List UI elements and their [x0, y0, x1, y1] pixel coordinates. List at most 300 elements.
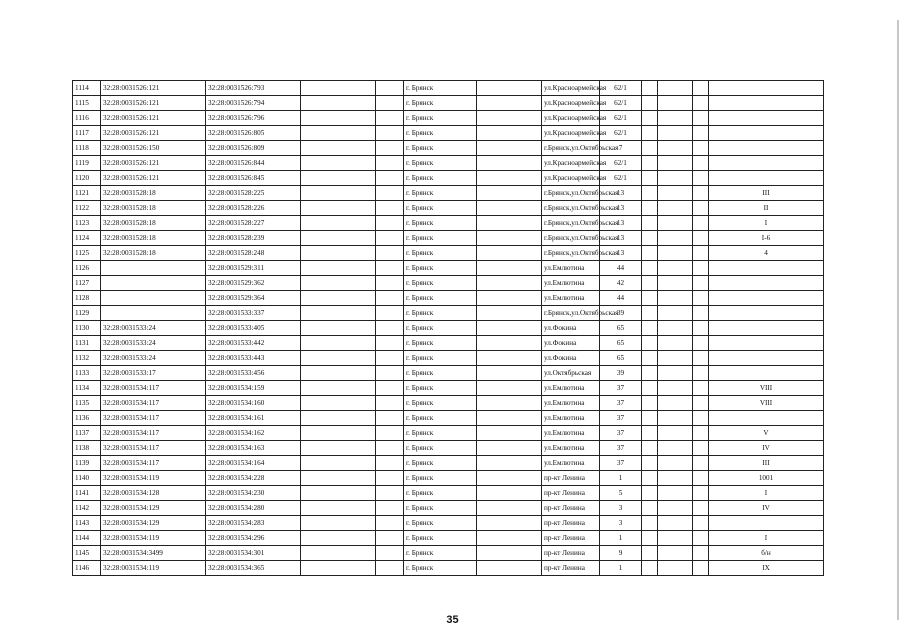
house-cell: 65	[600, 321, 642, 336]
apartment-cell: IV	[709, 501, 824, 516]
empty-cell	[376, 531, 404, 546]
empty-cell	[658, 516, 693, 531]
row-number-cell: 1133	[73, 366, 101, 381]
empty-cell	[376, 546, 404, 561]
empty-cell	[658, 321, 693, 336]
empty-cell	[376, 396, 404, 411]
apartment-cell	[709, 306, 824, 321]
empty-cell	[642, 471, 658, 486]
empty-cell	[376, 201, 404, 216]
empty-cell	[642, 426, 658, 441]
empty-cell	[658, 111, 693, 126]
table-row	[73, 486, 824, 501]
empty-cell	[693, 546, 709, 561]
empty-cell	[642, 276, 658, 291]
empty-cell	[376, 261, 404, 276]
registry-table-container	[72, 80, 824, 576]
empty-cell	[693, 366, 709, 381]
house-cell: 1	[600, 531, 642, 546]
empty-cell	[301, 501, 376, 516]
row-number-cell: 1124	[73, 231, 101, 246]
empty-cell	[477, 441, 542, 456]
city-cell: г. Брянск	[404, 531, 477, 546]
city-cell: г. Брянск	[404, 156, 477, 171]
city-cell: г. Брянск	[404, 201, 477, 216]
empty-cell	[658, 561, 693, 576]
street-cell: ул.Фокина	[542, 351, 600, 366]
table-row	[73, 396, 824, 411]
street-cell: ул.Красноармейская	[542, 171, 600, 186]
empty-cell	[658, 276, 693, 291]
table-row	[73, 366, 824, 381]
empty-cell	[693, 276, 709, 291]
apartment-cell	[709, 261, 824, 276]
cadastral-number-cell: 32:28:0031529:364	[206, 291, 301, 306]
street-cell: ул.Фокина	[542, 321, 600, 336]
block-number-cell: 32:28:0031526:121	[101, 111, 206, 126]
cadastral-number-cell: 32:28:0031534:163	[206, 441, 301, 456]
empty-cell	[477, 411, 542, 426]
cadastral-number-cell: 32:28:0031526:845	[206, 171, 301, 186]
street-cell: ул.Емлютина	[542, 426, 600, 441]
apartment-cell: I	[709, 486, 824, 501]
row-number-cell: 1122	[73, 201, 101, 216]
block-number-cell: 32:28:0031528:18	[101, 216, 206, 231]
city-cell: г. Брянск	[404, 261, 477, 276]
city-cell: г. Брянск	[404, 396, 477, 411]
block-number-cell	[101, 276, 206, 291]
table-row	[73, 441, 824, 456]
empty-cell	[301, 516, 376, 531]
cadastral-number-cell: 32:28:0031534:164	[206, 456, 301, 471]
empty-cell	[658, 306, 693, 321]
cadastral-number-cell: 32:28:0031534:296	[206, 531, 301, 546]
empty-cell	[693, 171, 709, 186]
empty-cell	[693, 126, 709, 141]
row-number-cell: 1131	[73, 336, 101, 351]
city-cell: г. Брянск	[404, 141, 477, 156]
city-cell: г. Брянск	[404, 111, 477, 126]
table-row	[73, 546, 824, 561]
empty-cell	[376, 276, 404, 291]
empty-cell	[376, 411, 404, 426]
apartment-cell	[709, 156, 824, 171]
street-cell: г.Брянск,ул.Октябрьская	[542, 186, 600, 201]
table-row	[73, 561, 824, 576]
empty-cell	[658, 501, 693, 516]
house-cell: 37	[600, 411, 642, 426]
empty-cell	[693, 561, 709, 576]
cadastral-number-cell: 32:28:0031526:844	[206, 156, 301, 171]
house-cell: 62/1	[600, 126, 642, 141]
house-cell: 1	[600, 471, 642, 486]
empty-cell	[658, 156, 693, 171]
empty-cell	[376, 366, 404, 381]
table-row	[73, 336, 824, 351]
empty-cell	[658, 291, 693, 306]
city-cell: г. Брянск	[404, 501, 477, 516]
city-cell: г. Брянск	[404, 246, 477, 261]
empty-cell	[693, 246, 709, 261]
street-cell: г.Брянск,ул.Октябрьская	[542, 216, 600, 231]
table-row	[73, 351, 824, 366]
block-number-cell: 32:28:0031528:18	[101, 186, 206, 201]
street-cell: пр-кт Ленина	[542, 501, 600, 516]
empty-cell	[658, 171, 693, 186]
row-number-cell: 1146	[73, 561, 101, 576]
empty-cell	[477, 456, 542, 471]
empty-cell	[658, 201, 693, 216]
street-cell: ул.Емлютина	[542, 276, 600, 291]
apartment-cell: 1001	[709, 471, 824, 486]
empty-cell	[301, 171, 376, 186]
empty-cell	[693, 186, 709, 201]
empty-cell	[477, 171, 542, 186]
row-number-cell: 1134	[73, 381, 101, 396]
apartment-cell: б/н	[709, 546, 824, 561]
street-cell: пр-кт Ленина	[542, 561, 600, 576]
empty-cell	[658, 336, 693, 351]
block-number-cell: 32:28:0031526:121	[101, 171, 206, 186]
city-cell: г. Брянск	[404, 441, 477, 456]
empty-cell	[477, 246, 542, 261]
city-cell: г. Брянск	[404, 171, 477, 186]
empty-cell	[693, 351, 709, 366]
block-number-cell: 32:28:0031534:117	[101, 396, 206, 411]
empty-cell	[376, 456, 404, 471]
street-cell: ул.Красноармейская	[542, 96, 600, 111]
cadastral-number-cell: 32:28:0031526:793	[206, 81, 301, 96]
empty-cell	[477, 546, 542, 561]
cadastral-number-cell: 32:28:0031534:162	[206, 426, 301, 441]
empty-cell	[642, 81, 658, 96]
block-number-cell: 32:28:0031526:121	[101, 96, 206, 111]
empty-cell	[301, 201, 376, 216]
apartment-cell	[709, 291, 824, 306]
empty-cell	[477, 426, 542, 441]
table-row	[73, 426, 824, 441]
empty-cell	[301, 546, 376, 561]
city-cell: г. Брянск	[404, 546, 477, 561]
street-cell: ул.Емлютина	[542, 456, 600, 471]
row-number-cell: 1139	[73, 456, 101, 471]
empty-cell	[301, 336, 376, 351]
cadastral-number-cell: 32:28:0031534:160	[206, 396, 301, 411]
row-number-cell: 1125	[73, 246, 101, 261]
apartment-cell	[709, 336, 824, 351]
empty-cell	[477, 486, 542, 501]
city-cell: г. Брянск	[404, 366, 477, 381]
cadastral-number-cell: 32:28:0031528:226	[206, 201, 301, 216]
empty-cell	[301, 186, 376, 201]
apartment-cell: IX	[709, 561, 824, 576]
empty-cell	[658, 261, 693, 276]
apartment-cell	[709, 141, 824, 156]
empty-cell	[301, 156, 376, 171]
empty-cell	[376, 186, 404, 201]
empty-cell	[376, 321, 404, 336]
empty-cell	[693, 501, 709, 516]
empty-cell	[642, 366, 658, 381]
empty-cell	[477, 276, 542, 291]
empty-cell	[642, 306, 658, 321]
empty-cell	[376, 501, 404, 516]
page-number: 35	[446, 614, 459, 626]
block-number-cell: 32:28:0031534:129	[101, 516, 206, 531]
empty-cell	[477, 306, 542, 321]
empty-cell	[693, 531, 709, 546]
cadastral-number-cell: 32:28:0031529:362	[206, 276, 301, 291]
house-cell: 39	[600, 366, 642, 381]
apartment-cell: VIII	[709, 381, 824, 396]
city-cell: г. Брянск	[404, 126, 477, 141]
empty-cell	[477, 126, 542, 141]
row-number-cell: 1136	[73, 411, 101, 426]
empty-cell	[477, 111, 542, 126]
empty-cell	[693, 381, 709, 396]
street-cell: ул.Емлютина	[542, 291, 600, 306]
table-row	[73, 201, 824, 216]
empty-cell	[693, 216, 709, 231]
block-number-cell: 32:28:0031526:121	[101, 81, 206, 96]
empty-cell	[376, 351, 404, 366]
empty-cell	[693, 471, 709, 486]
empty-cell	[642, 336, 658, 351]
empty-cell	[301, 471, 376, 486]
empty-cell	[301, 531, 376, 546]
block-number-cell: 32:28:0031534:129	[101, 501, 206, 516]
apartment-cell	[709, 171, 824, 186]
table-row	[73, 216, 824, 231]
empty-cell	[693, 516, 709, 531]
house-cell: 7	[600, 141, 642, 156]
empty-cell	[477, 81, 542, 96]
empty-cell	[477, 351, 542, 366]
block-number-cell: 32:28:0031534:119	[101, 561, 206, 576]
cadastral-number-cell: 32:28:0031528:239	[206, 231, 301, 246]
empty-cell	[301, 456, 376, 471]
row-number-cell: 1145	[73, 546, 101, 561]
empty-cell	[642, 141, 658, 156]
block-number-cell	[101, 306, 206, 321]
row-number-cell: 1115	[73, 96, 101, 111]
cadastral-number-cell: 32:28:0031534:161	[206, 411, 301, 426]
registry-table-body	[73, 81, 824, 576]
empty-cell	[477, 561, 542, 576]
empty-cell	[658, 216, 693, 231]
empty-cell	[642, 186, 658, 201]
empty-cell	[376, 516, 404, 531]
empty-cell	[301, 306, 376, 321]
empty-cell	[658, 186, 693, 201]
empty-cell	[301, 351, 376, 366]
block-number-cell	[101, 291, 206, 306]
row-number-cell: 1123	[73, 216, 101, 231]
empty-cell	[693, 156, 709, 171]
empty-cell	[642, 411, 658, 426]
block-number-cell: 32:28:0031526:121	[101, 126, 206, 141]
row-number-cell: 1117	[73, 126, 101, 141]
empty-cell	[658, 366, 693, 381]
city-cell: г. Брянск	[404, 336, 477, 351]
house-cell: 37	[600, 426, 642, 441]
empty-cell	[477, 96, 542, 111]
table-row	[73, 171, 824, 186]
empty-cell	[642, 396, 658, 411]
empty-cell	[376, 561, 404, 576]
empty-cell	[658, 546, 693, 561]
empty-cell	[301, 81, 376, 96]
row-number-cell: 1128	[73, 291, 101, 306]
empty-cell	[301, 261, 376, 276]
empty-cell	[658, 411, 693, 426]
empty-cell	[658, 486, 693, 501]
empty-cell	[658, 381, 693, 396]
empty-cell	[477, 261, 542, 276]
cadastral-number-cell: 32:28:0031534:301	[206, 546, 301, 561]
table-row	[73, 246, 824, 261]
house-cell: 37	[600, 381, 642, 396]
city-cell: г. Брянск	[404, 426, 477, 441]
row-number-cell: 1116	[73, 111, 101, 126]
empty-cell	[693, 111, 709, 126]
empty-cell	[376, 231, 404, 246]
empty-cell	[477, 201, 542, 216]
row-number-cell: 1141	[73, 486, 101, 501]
scan-edge-line	[897, 20, 899, 620]
empty-cell	[376, 246, 404, 261]
street-cell: г.Брянск,ул.Октябрьская	[542, 246, 600, 261]
cadastral-number-cell: 32:28:0031528:248	[206, 246, 301, 261]
city-cell: г. Брянск	[404, 276, 477, 291]
street-cell: ул.Фокина	[542, 336, 600, 351]
row-number-cell: 1132	[73, 351, 101, 366]
empty-cell	[301, 111, 376, 126]
empty-cell	[642, 381, 658, 396]
empty-cell	[693, 396, 709, 411]
empty-cell	[301, 231, 376, 246]
table-row	[73, 321, 824, 336]
row-number-cell: 1135	[73, 396, 101, 411]
empty-cell	[477, 141, 542, 156]
apartment-cell	[709, 411, 824, 426]
empty-cell	[376, 336, 404, 351]
city-cell: г. Брянск	[404, 321, 477, 336]
street-cell: ул.Емлютина	[542, 261, 600, 276]
house-cell: 37	[600, 396, 642, 411]
street-cell: ул.Красноармейская	[542, 156, 600, 171]
apartment-cell: I	[709, 216, 824, 231]
city-cell: г. Брянск	[404, 411, 477, 426]
empty-cell	[301, 291, 376, 306]
table-row	[73, 516, 824, 531]
street-cell: г.Брянск,ул.Октябрьская	[542, 201, 600, 216]
street-cell: г.Брянск,ул.Октябрьская	[542, 141, 600, 156]
row-number-cell: 1120	[73, 171, 101, 186]
house-cell: 13	[600, 186, 642, 201]
empty-cell	[477, 336, 542, 351]
empty-cell	[301, 141, 376, 156]
cadastral-number-cell: 32:28:0031533:443	[206, 351, 301, 366]
empty-cell	[376, 141, 404, 156]
empty-cell	[693, 456, 709, 471]
row-number-cell: 1119	[73, 156, 101, 171]
apartment-cell	[709, 351, 824, 366]
city-cell: г. Брянск	[404, 306, 477, 321]
block-number-cell: 32:28:0031528:18	[101, 246, 206, 261]
city-cell: г. Брянск	[404, 231, 477, 246]
table-row	[73, 501, 824, 516]
street-cell: ул.Емлютина	[542, 441, 600, 456]
row-number-cell: 1143	[73, 516, 101, 531]
house-cell: 37	[600, 456, 642, 471]
house-cell: 62/1	[600, 171, 642, 186]
empty-cell	[658, 531, 693, 546]
cadastral-number-cell: 32:28:0031533:405	[206, 321, 301, 336]
empty-cell	[376, 96, 404, 111]
street-cell: ул.Октябрьская	[542, 366, 600, 381]
registry-table	[72, 80, 824, 576]
empty-cell	[642, 201, 658, 216]
table-row	[73, 306, 824, 321]
cadastral-number-cell: 32:28:0031534:159	[206, 381, 301, 396]
empty-cell	[642, 546, 658, 561]
empty-cell	[693, 231, 709, 246]
empty-cell	[477, 381, 542, 396]
city-cell: г. Брянск	[404, 291, 477, 306]
empty-cell	[658, 96, 693, 111]
house-cell: 5	[600, 486, 642, 501]
street-cell: пр-кт Ленина	[542, 516, 600, 531]
city-cell: г. Брянск	[404, 561, 477, 576]
empty-cell	[301, 276, 376, 291]
empty-cell	[642, 516, 658, 531]
empty-cell	[376, 426, 404, 441]
block-number-cell: 32:28:0031533:24	[101, 321, 206, 336]
empty-cell	[376, 111, 404, 126]
apartment-cell: I	[709, 531, 824, 546]
empty-cell	[658, 81, 693, 96]
empty-cell	[301, 126, 376, 141]
apartment-cell	[709, 81, 824, 96]
empty-cell	[477, 186, 542, 201]
apartment-cell	[709, 276, 824, 291]
cadastral-number-cell: 32:28:0031529:311	[206, 261, 301, 276]
cadastral-number-cell: 32:28:0031526:809	[206, 141, 301, 156]
cadastral-number-cell: 32:28:0031528:225	[206, 186, 301, 201]
city-cell: г. Брянск	[404, 516, 477, 531]
empty-cell	[642, 561, 658, 576]
house-cell: 62/1	[600, 81, 642, 96]
empty-cell	[642, 501, 658, 516]
empty-cell	[376, 126, 404, 141]
empty-cell	[693, 426, 709, 441]
apartment-cell	[709, 111, 824, 126]
empty-cell	[376, 291, 404, 306]
cadastral-number-cell: 32:28:0031534:365	[206, 561, 301, 576]
house-cell: 3	[600, 501, 642, 516]
empty-cell	[301, 366, 376, 381]
block-number-cell: 32:28:0031534:117	[101, 456, 206, 471]
empty-cell	[301, 216, 376, 231]
apartment-cell: II	[709, 201, 824, 216]
block-number-cell: 32:28:0031526:121	[101, 156, 206, 171]
empty-cell	[477, 516, 542, 531]
block-number-cell: 32:28:0031533:24	[101, 351, 206, 366]
block-number-cell: 32:28:0031533:17	[101, 366, 206, 381]
house-cell: 37	[600, 441, 642, 456]
block-number-cell: 32:28:0031534:117	[101, 441, 206, 456]
